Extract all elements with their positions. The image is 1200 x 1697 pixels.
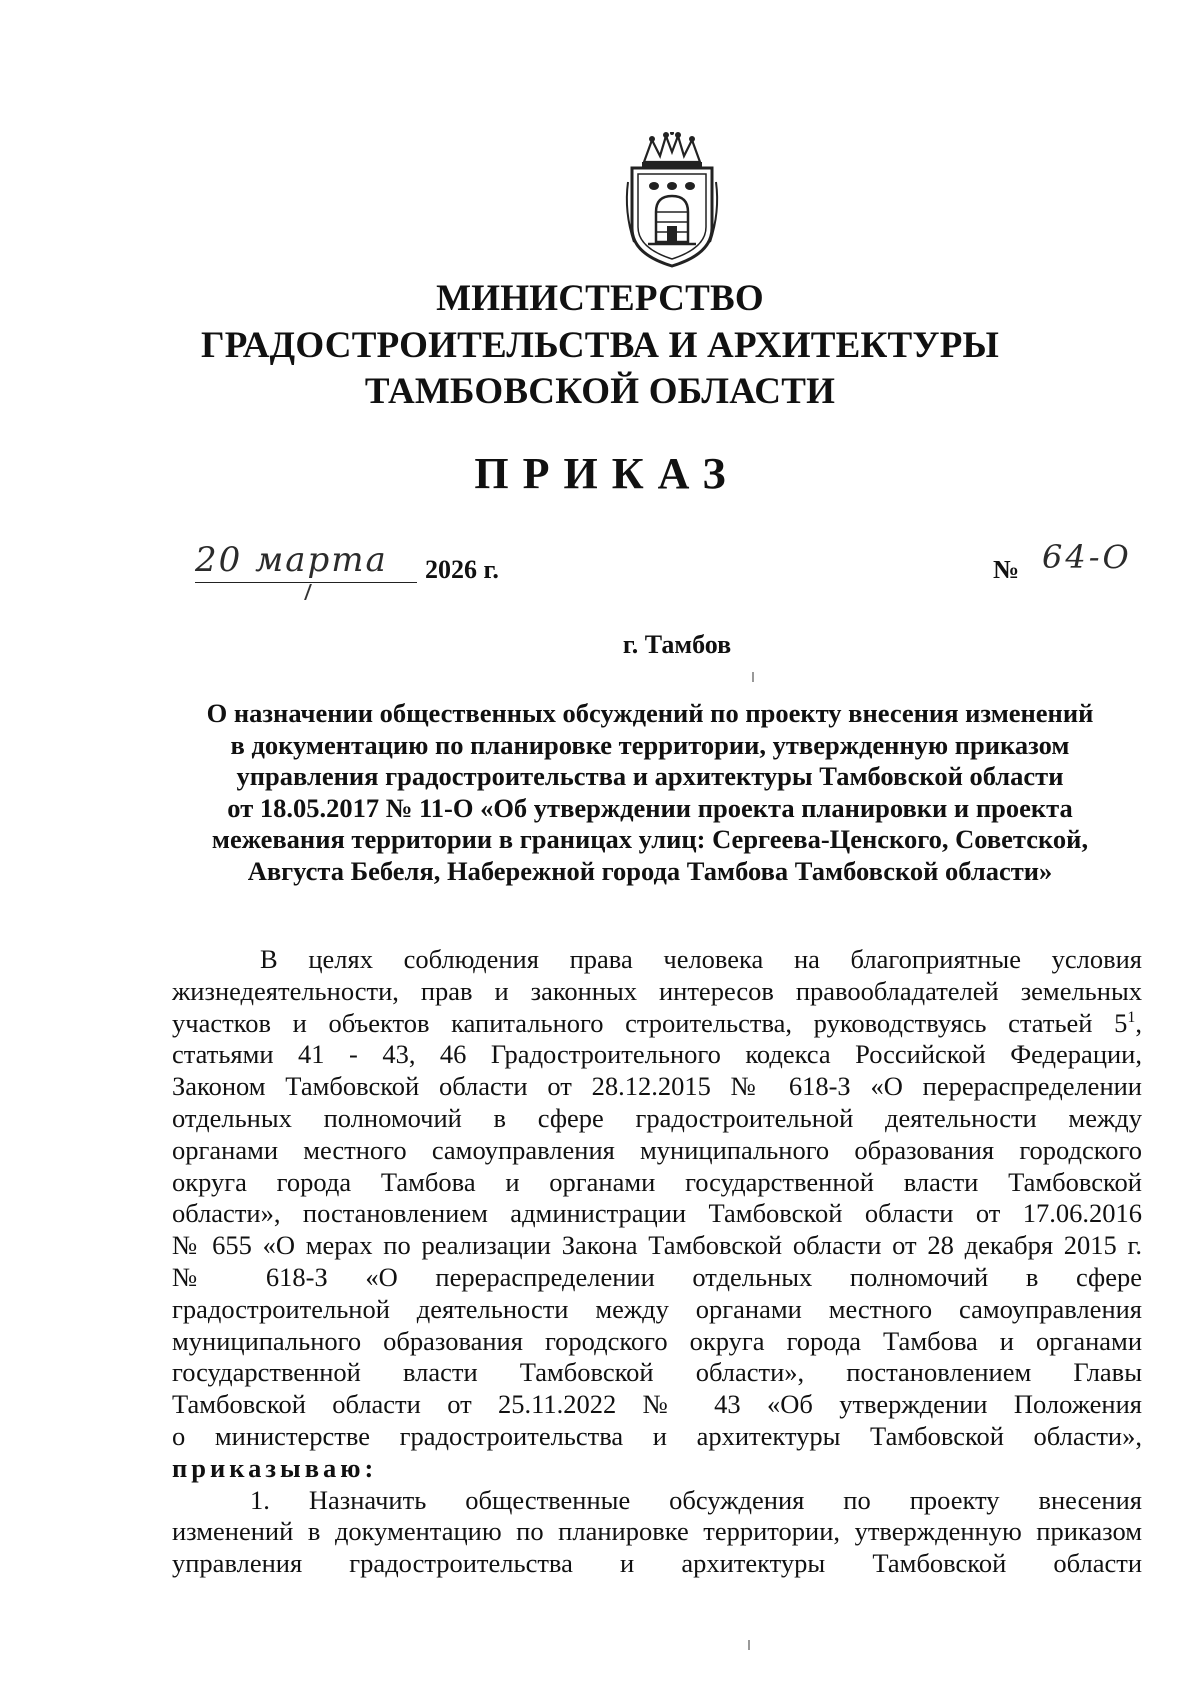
body-text: , <box>1135 1007 1142 1038</box>
scan-speck <box>752 672 754 682</box>
body-line: области», постановлением администрации Тамбовской области от 17.06.2016 <box>172 1198 1142 1229</box>
date-year: 2026 г. <box>425 555 499 584</box>
body-line: градостроительной деятельности между органами местного самоуправления <box>172 1293 1142 1324</box>
ministry-name-line-3: ТАМБОВСКОЙ ОБЛАСТИ <box>364 371 836 412</box>
subject-line: от 18.05.2017 № 11-О «Об утверждении проекта планировки и проекта <box>227 792 1073 823</box>
body-line: органами местного самоуправления муниципального образования городского <box>172 1134 1142 1165</box>
document-type-title: ПРИКАЗ <box>474 449 740 498</box>
orders-word: приказываю: <box>172 1452 378 1483</box>
body-line: государственной власти Тамбовской области», постановлением Главы <box>172 1357 1142 1388</box>
body-line: муниципального образования городского округа города Тамбова и органами <box>172 1325 1142 1356</box>
order-body <box>172 944 1142 1580</box>
body-line: № 655 «О мерах по реализации Закона Тамбовской области от 28 декабря 2015 г. <box>172 1230 1142 1261</box>
superscript: 1 <box>1127 1008 1136 1026</box>
coat-of-arms-emblem <box>622 132 722 268</box>
body-line: 1. Назначить общественные обсуждения по проекту внесения <box>250 1484 1142 1515</box>
body-line: изменений в документацию по планировке территории, утвержденную приказом <box>172 1516 1142 1547</box>
order-subject <box>150 698 1150 887</box>
subject-line: О назначении общественных обсуждений по проекту внесения изменений <box>206 698 1094 728</box>
body-line <box>172 1008 1142 1040</box>
handwritten-number: 64-О <box>1042 538 1132 576</box>
body-line: статьями 41 - 43, 46 Градостроительного кодекса Российской Федерации, <box>172 1039 1142 1070</box>
body-line: отдельных полномочий в сфере градостроительной деятельности между <box>172 1102 1142 1133</box>
body-text: участков и объектов капитального строительства, руководствуясь статьей 5 <box>172 1007 1128 1038</box>
body-line: жизнедеятельности, прав и законных интересов правообладателей земельных <box>172 975 1142 1006</box>
body-line: Тамбовской области от 25.11.2022 № 43 «Об утверждении Положения <box>172 1389 1142 1420</box>
scan-speck <box>748 1640 750 1650</box>
handwritten-date: 20 марта <box>195 540 388 580</box>
subject-line: межевания территории в границах улиц: Сергеева-Ценского, Советской, <box>211 824 1089 854</box>
body-line: В целях соблюдения права человека на благоприятные условия <box>260 944 1142 974</box>
number-label: № <box>993 555 1020 584</box>
date-underline <box>195 582 417 583</box>
body-line: № 618-З «О перераспределении отдельных полномочий в сфере <box>172 1261 1142 1292</box>
subject-line: в документацию по планировке территории, утвержденную приказом <box>230 729 1070 760</box>
ministry-name-line-2: ГРАДОСТРОИТЕЛЬСТВА И АРХИТЕКТУРЫ <box>200 325 1000 366</box>
date-field <box>195 540 420 584</box>
subject-line: Августа Бебеля, Набережной города Тамбова Тамбовской области» <box>247 855 1053 886</box>
city-name: г. Тамбов <box>622 630 732 659</box>
body-line: управления градостроительства и архитектуры Тамбовской области <box>172 1548 1142 1579</box>
body-line: Законом Тамбовской области от 28.12.2015 № 618-З «О перераспределении <box>172 1071 1142 1102</box>
ministry-name-line-1: МИНИСТЕРСТВО <box>436 278 764 319</box>
body-line: о министерстве градостроительства и архитектуры Тамбовской области», <box>172 1420 1142 1451</box>
pen-stroke <box>304 584 312 600</box>
body-line: округа города Тамбова и органами государственной власти Тамбовской <box>172 1166 1142 1197</box>
subject-line: управления градостроительства и архитектуры Тамбовской области <box>236 761 1064 791</box>
